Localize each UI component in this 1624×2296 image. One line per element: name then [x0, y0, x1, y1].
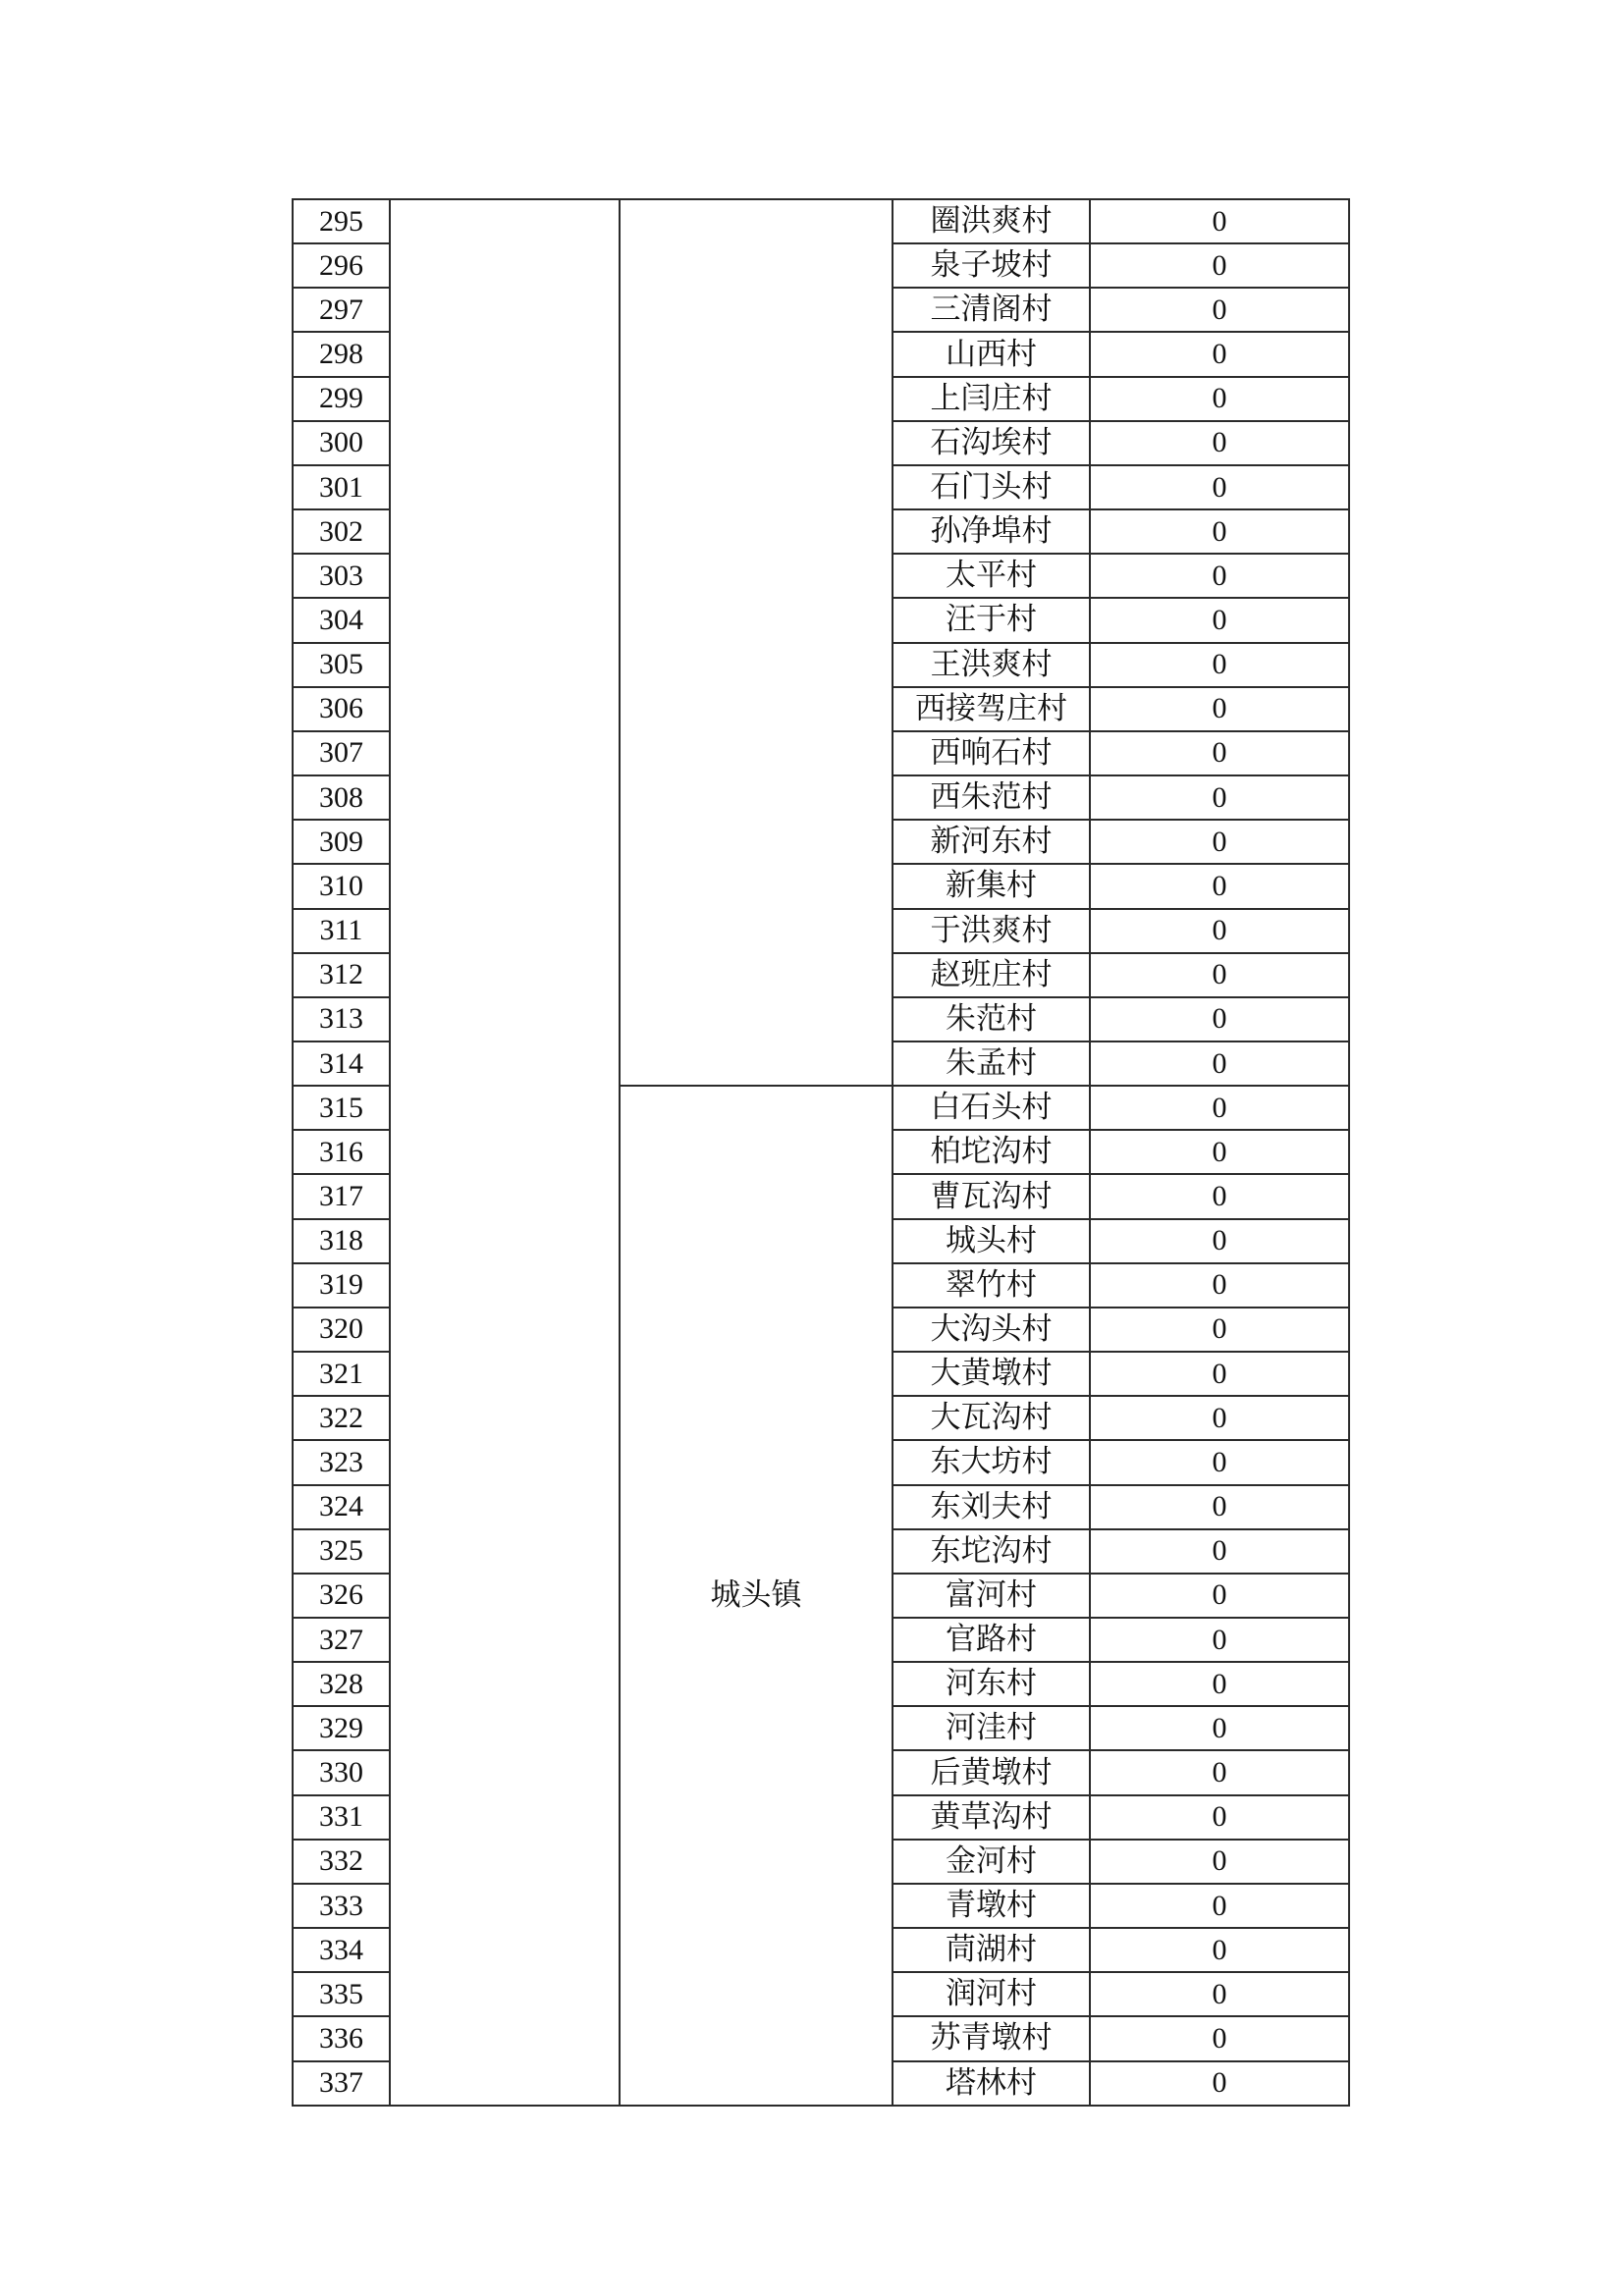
village-name-cell: 石沟埃村 — [893, 421, 1090, 465]
village-name-cell: 西接驾庄村 — [893, 687, 1090, 731]
village-name-cell: 西响石村 — [893, 731, 1090, 775]
row-number-cell: 327 — [293, 1618, 390, 1662]
row-number-cell: 313 — [293, 997, 390, 1041]
village-name-cell: 圈洪爽村 — [893, 199, 1090, 243]
value-cell: 0 — [1090, 775, 1349, 820]
value-cell: 0 — [1090, 1662, 1349, 1706]
village-table-body — [293, 199, 1349, 2106]
row-number-cell: 318 — [293, 1219, 390, 1263]
village-table — [292, 198, 1350, 2107]
row-number-cell: 319 — [293, 1263, 390, 1308]
village-name-cell: 河东村 — [893, 1662, 1090, 1706]
village-name-cell: 东大坊村 — [893, 1440, 1090, 1484]
village-name-cell: 西朱范村 — [893, 775, 1090, 820]
row-number-cell: 328 — [293, 1662, 390, 1706]
row-number-cell: 297 — [293, 288, 390, 332]
village-name-cell: 新集村 — [893, 864, 1090, 908]
village-name-cell: 新河东村 — [893, 820, 1090, 864]
village-name-cell: 翠竹村 — [893, 1263, 1090, 1308]
row-number-cell: 302 — [293, 509, 390, 554]
value-cell: 0 — [1090, 199, 1349, 243]
village-name-cell: 赵班庄村 — [893, 953, 1090, 997]
value-cell: 0 — [1090, 243, 1349, 288]
value-cell: 0 — [1090, 953, 1349, 997]
village-name-cell: 太平村 — [893, 554, 1090, 598]
value-cell: 0 — [1090, 1750, 1349, 1794]
value-cell: 0 — [1090, 643, 1349, 687]
village-name-cell: 泉子坡村 — [893, 243, 1090, 288]
row-number-cell: 299 — [293, 377, 390, 421]
value-cell: 0 — [1090, 509, 1349, 554]
row-number-cell: 334 — [293, 1928, 390, 1972]
row-number-cell: 335 — [293, 1972, 390, 2016]
village-name-cell: 王洪爽村 — [893, 643, 1090, 687]
village-name-cell: 黄草沟村 — [893, 1795, 1090, 1840]
value-cell: 0 — [1090, 864, 1349, 908]
value-cell: 0 — [1090, 1795, 1349, 1840]
village-name-cell: 大瓦沟村 — [893, 1396, 1090, 1440]
row-number-cell: 330 — [293, 1750, 390, 1794]
row-number-cell: 321 — [293, 1352, 390, 1396]
value-cell: 0 — [1090, 1130, 1349, 1174]
village-name-cell: 于洪爽村 — [893, 909, 1090, 953]
village-name-cell: 苏青墩村 — [893, 2016, 1090, 2060]
row-number-cell: 316 — [293, 1130, 390, 1174]
row-number-cell: 312 — [293, 953, 390, 997]
value-cell: 0 — [1090, 687, 1349, 731]
village-name-cell: 东坨沟村 — [893, 1529, 1090, 1574]
row-number-cell: 304 — [293, 598, 390, 642]
value-cell: 0 — [1090, 1529, 1349, 1574]
village-name-cell: 富河村 — [893, 1574, 1090, 1618]
value-cell: 0 — [1090, 1972, 1349, 2016]
row-number-cell: 315 — [293, 1086, 390, 1130]
row-number-cell: 298 — [293, 332, 390, 376]
row-number-cell: 326 — [293, 1574, 390, 1618]
village-name-cell: 石门头村 — [893, 465, 1090, 509]
row-number-cell: 303 — [293, 554, 390, 598]
value-cell: 0 — [1090, 997, 1349, 1041]
value-cell: 0 — [1090, 554, 1349, 598]
row-number-cell: 320 — [293, 1308, 390, 1352]
row-number-cell: 322 — [293, 1396, 390, 1440]
value-cell: 0 — [1090, 421, 1349, 465]
value-cell: 0 — [1090, 2061, 1349, 2106]
value-cell: 0 — [1090, 1485, 1349, 1529]
value-cell: 0 — [1090, 1263, 1349, 1308]
row-number-cell: 323 — [293, 1440, 390, 1484]
village-name-cell: 三清阁村 — [893, 288, 1090, 332]
village-name-cell: 汪于村 — [893, 598, 1090, 642]
town-cell: 城头镇 — [620, 1086, 893, 2106]
row-number-cell: 311 — [293, 909, 390, 953]
value-cell: 0 — [1090, 377, 1349, 421]
row-number-cell: 301 — [293, 465, 390, 509]
value-cell: 0 — [1090, 1440, 1349, 1484]
village-name-cell: 青墩村 — [893, 1884, 1090, 1928]
value-cell: 0 — [1090, 1928, 1349, 1972]
row-number-cell: 324 — [293, 1485, 390, 1529]
village-name-cell: 朱范村 — [893, 997, 1090, 1041]
village-name-cell: 茼湖村 — [893, 1928, 1090, 1972]
value-cell: 0 — [1090, 820, 1349, 864]
value-cell: 0 — [1090, 1840, 1349, 1884]
row-number-cell: 332 — [293, 1840, 390, 1884]
value-cell: 0 — [1090, 598, 1349, 642]
county-cell — [390, 199, 620, 2106]
village-name-cell: 山西村 — [893, 332, 1090, 376]
value-cell: 0 — [1090, 465, 1349, 509]
village-name-cell: 官路村 — [893, 1618, 1090, 1662]
value-cell: 0 — [1090, 909, 1349, 953]
village-name-cell: 东刘夫村 — [893, 1485, 1090, 1529]
value-cell: 0 — [1090, 1884, 1349, 1928]
village-name-cell: 柏坨沟村 — [893, 1130, 1090, 1174]
village-name-cell: 大沟头村 — [893, 1308, 1090, 1352]
village-name-cell: 城头村 — [893, 1219, 1090, 1263]
row-number-cell: 325 — [293, 1529, 390, 1574]
value-cell: 0 — [1090, 1086, 1349, 1130]
row-number-cell: 295 — [293, 199, 390, 243]
row-number-cell: 305 — [293, 643, 390, 687]
value-cell: 0 — [1090, 2016, 1349, 2060]
row-number-cell: 337 — [293, 2061, 390, 2106]
value-cell: 0 — [1090, 1352, 1349, 1396]
row-number-cell: 329 — [293, 1706, 390, 1750]
row-number-cell: 306 — [293, 687, 390, 731]
village-name-cell: 河洼村 — [893, 1706, 1090, 1750]
village-name-cell: 上闫庄村 — [893, 377, 1090, 421]
value-cell: 0 — [1090, 288, 1349, 332]
value-cell: 0 — [1090, 1219, 1349, 1263]
value-cell: 0 — [1090, 1706, 1349, 1750]
village-name-cell: 大黄墩村 — [893, 1352, 1090, 1396]
row-number-cell: 331 — [293, 1795, 390, 1840]
village-name-cell: 白石头村 — [893, 1086, 1090, 1130]
row-number-cell: 300 — [293, 421, 390, 465]
town-cell — [620, 199, 893, 1086]
row-number-cell: 309 — [293, 820, 390, 864]
village-name-cell: 孙净埠村 — [893, 509, 1090, 554]
row-number-cell: 314 — [293, 1041, 390, 1086]
table-row — [293, 199, 1349, 243]
row-number-cell: 296 — [293, 243, 390, 288]
value-cell: 0 — [1090, 332, 1349, 376]
row-number-cell: 317 — [293, 1174, 390, 1218]
village-name-cell: 金河村 — [893, 1840, 1090, 1884]
village-name-cell: 润河村 — [893, 1972, 1090, 2016]
village-name-cell: 朱孟村 — [893, 1041, 1090, 1086]
village-name-cell: 后黄墩村 — [893, 1750, 1090, 1794]
value-cell: 0 — [1090, 1618, 1349, 1662]
row-number-cell: 310 — [293, 864, 390, 908]
village-name-cell: 塔林村 — [893, 2061, 1090, 2106]
value-cell: 0 — [1090, 1308, 1349, 1352]
row-number-cell: 336 — [293, 2016, 390, 2060]
row-number-cell: 307 — [293, 731, 390, 775]
value-cell: 0 — [1090, 1574, 1349, 1618]
value-cell: 0 — [1090, 1041, 1349, 1086]
value-cell: 0 — [1090, 731, 1349, 775]
row-number-cell: 308 — [293, 775, 390, 820]
value-cell: 0 — [1090, 1174, 1349, 1218]
row-number-cell: 333 — [293, 1884, 390, 1928]
village-name-cell: 曹瓦沟村 — [893, 1174, 1090, 1218]
value-cell: 0 — [1090, 1396, 1349, 1440]
